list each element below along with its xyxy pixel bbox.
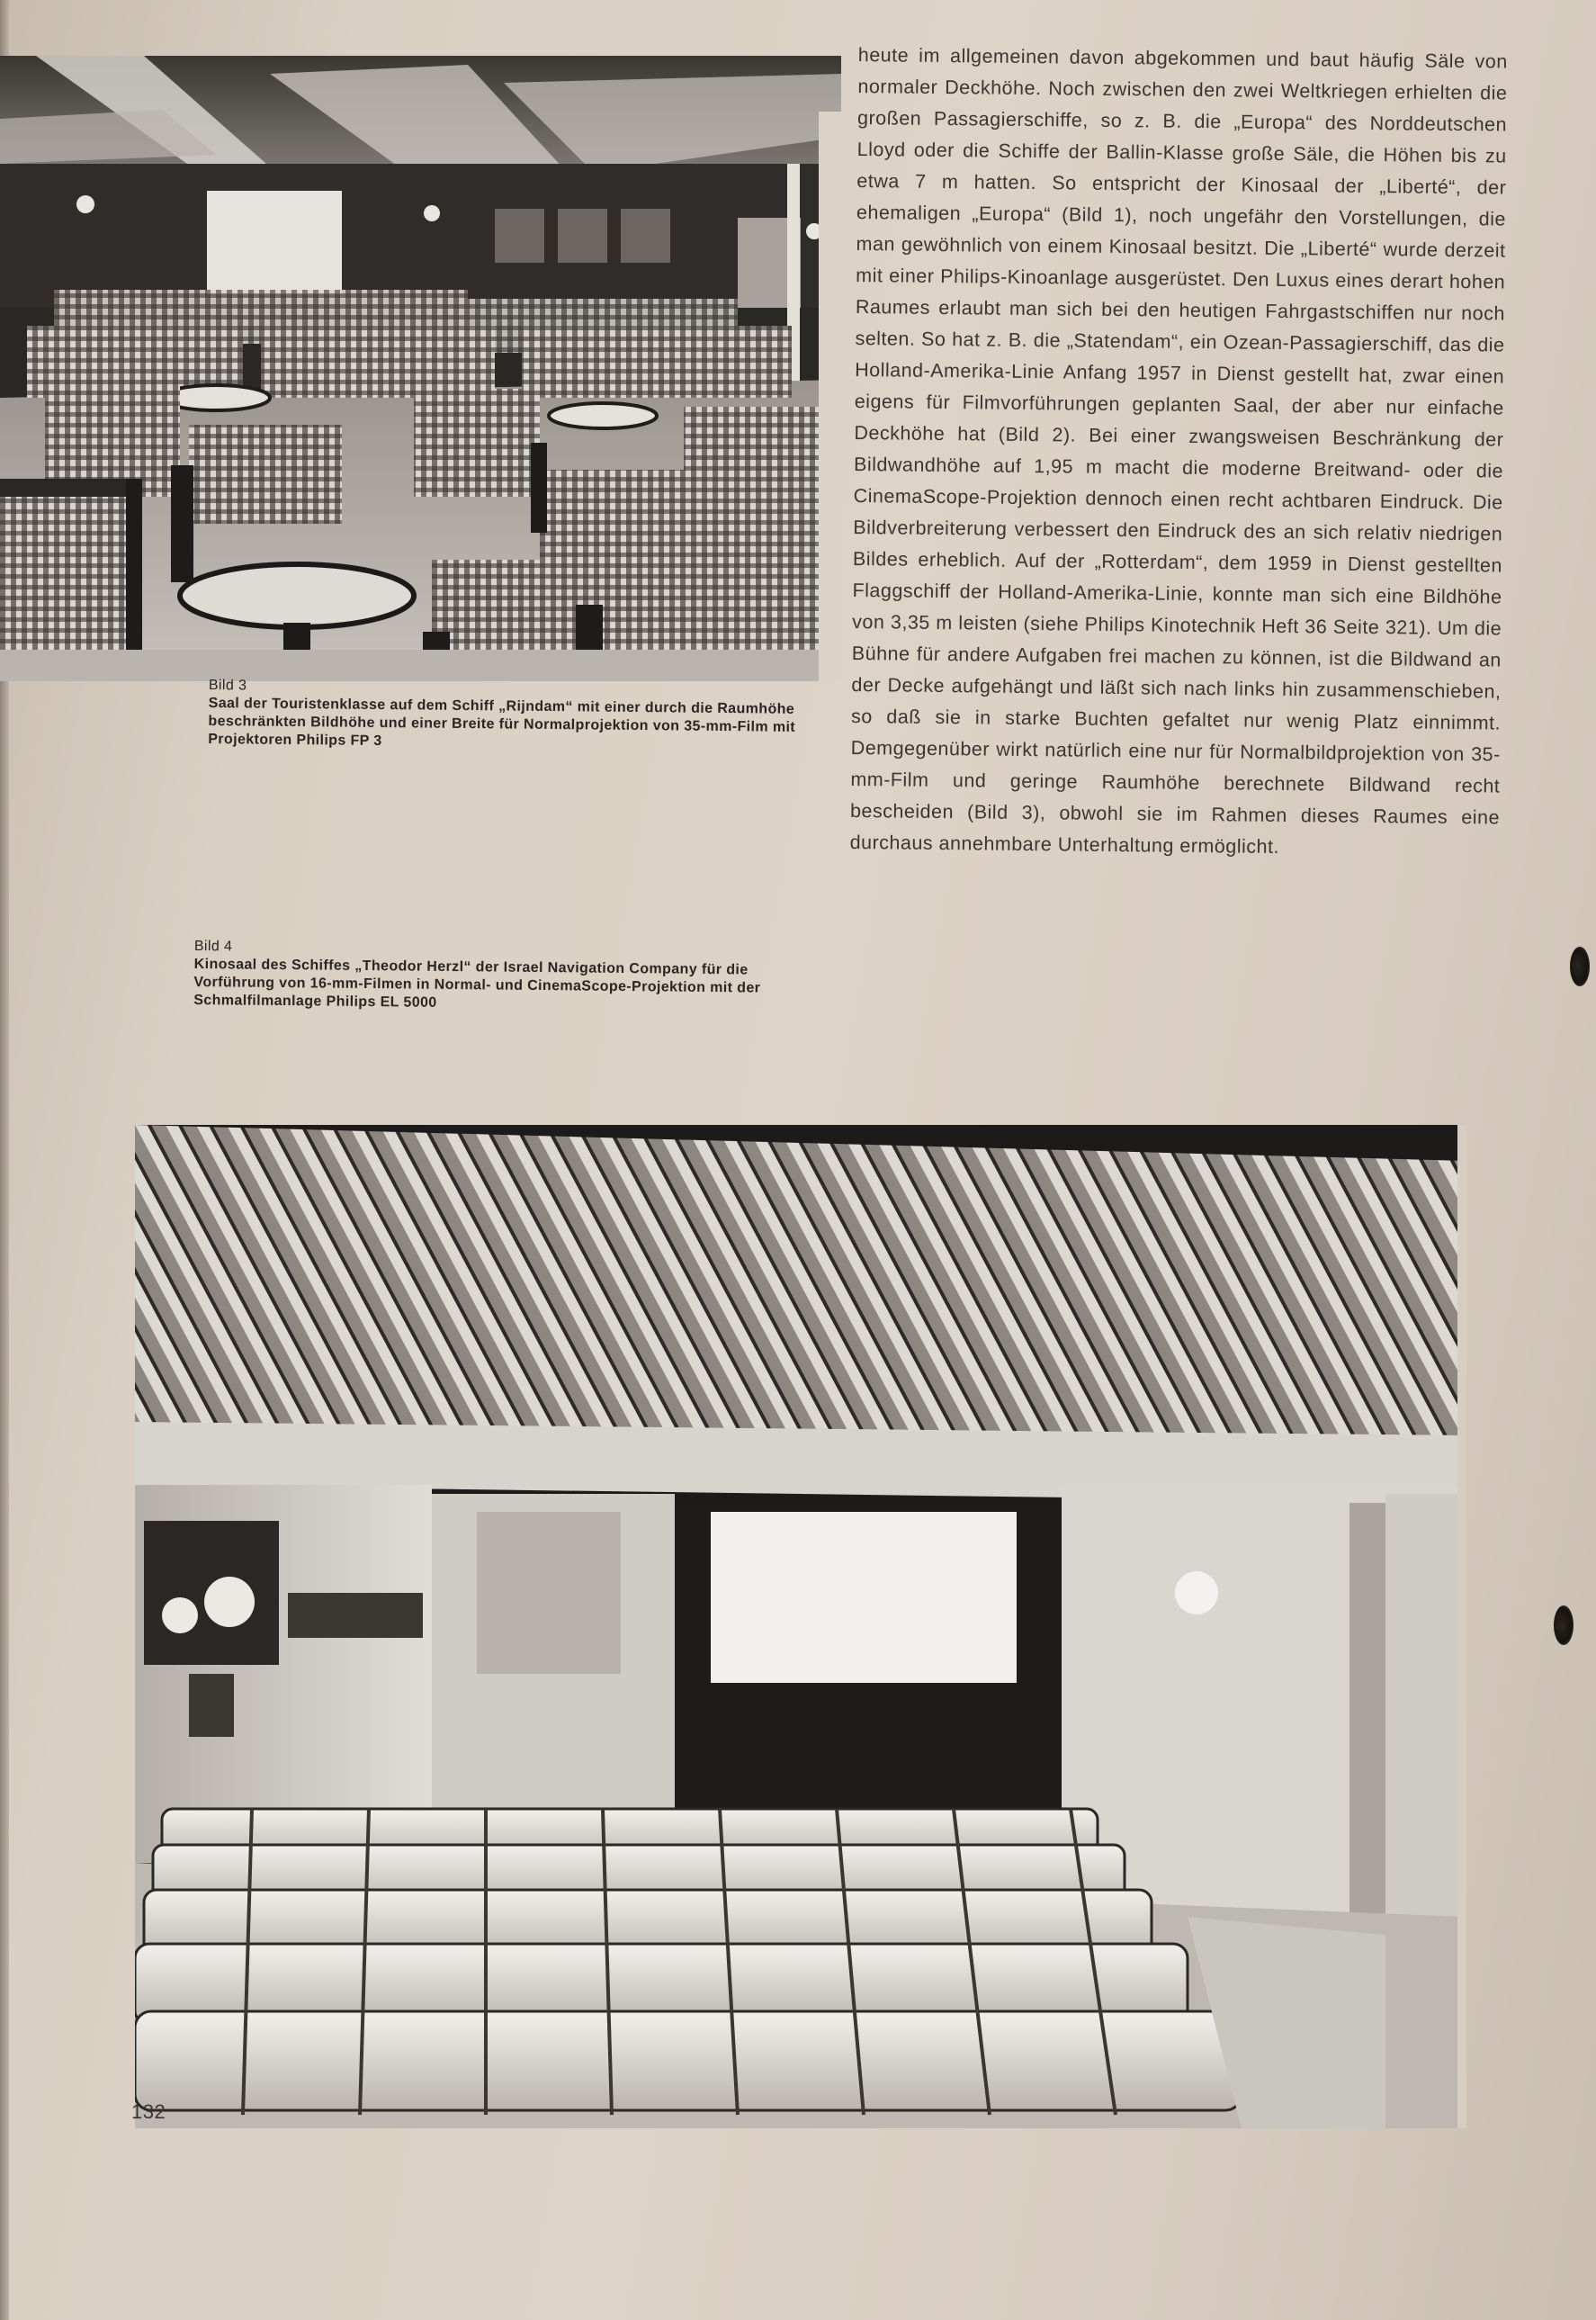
caption-bild-4-text: Kinosaal des Schiffes „Theodor Herzl“ der Israel Navigation Company für die Vorführung von 16-mm-Filmen in Normal- und CinemaScope-Projektion mit der Schmalfilmanlage Philips EL 5000 bbox=[193, 956, 761, 1011]
punch-hole bbox=[1554, 1605, 1574, 1645]
caption-bild-3 bbox=[208, 677, 822, 755]
caption-bild-4 bbox=[193, 938, 806, 1016]
caption-bild-3-text: Saal der Touristenklasse auf dem Schiff „Rijndam“ mit einer durch die Raumhöhe beschränkten Bildhöhe und einer Breite für Normalprojektion von 35-mm-Film mit Projektoren Philips FP 3 bbox=[208, 695, 796, 750]
caption-bild-4-label: Bild 4 bbox=[193, 939, 233, 955]
article-body-column bbox=[849, 40, 1507, 866]
cinema-hall-photo bbox=[135, 1125, 1466, 2128]
lounge-photo bbox=[0, 56, 841, 681]
caption-bild-3-label: Bild 3 bbox=[208, 677, 247, 694]
article-paragraph: heute im allgemeinen davon abgekommen und baut häufig Säle von normaler Deckhöhe. Noch zwischen den zwei Weltkriegen erhielten die großen Passagierschiffe, so z. B. die „Europa“ des Norddeutschen Lloyd oder die Schiffe der Ballin-Klasse große Säle, die Höhen bis zu etwa 7 m hatten. So entspricht der Kinosaal der „Liberté“, der ehemaligen „Europa“ (Bild 1), noch ungefähr den Vorstellungen, die man gewöhnlich von einem Kinosaal besitzt. Die „Liberté“ wurde derzeit mit einer Philips-Kinoanlage ausgerüstet. Den Luxus eines derart hohen Raumes erlaubt man sich bei den heutigen Fahrgastschiffen nur noch selten. So hat z. B. die „Statendam“, ein Ozean-Passagierschiff, das die Holland-Amerika-Linie Anfang 1957 in Dienst gestellt hat, zwar einen eigens für Filmvorführungen geplanten Saal, der aber nur einfache Deckhöhe hat (Bild 2). Bei einer zwangsweisen Beschränkung der Bildwandhöhe auf 1,95 m macht die moderne Breitwand- oder die CinemaScope-Projektion dennoch einen recht achtbaren Eindruck. Die Bildverbreiterung verbessert den Eindruck des an sich relativ niedrigen Bildes erheblich. Auf der „Rotterdam“, dem 1959 in Dienst gestellten Flaggschiff der Holland-Amerika-Linie, konnte man sich eine Bildhöhe von 3,35 m leisten (siehe Philips Kinotechnik Heft 36 Seite 321). Um die Bühne für andere Aufgaben frei machen zu können, ist die Bildwand an der Decke aufgehängt und läßt sich nach links hin zusammenschieben, so daß sie in starke Buchten gefaltet nur wenig Platz einnimmt. Demgegenüber wirkt natürlich eine nur für Normalbildprojektion von 35-mm-Film und geringe Raumhöhe berechnete Bildwand recht bescheiden (Bild 3), obwohl sie im Rahmen dieses Raumes eine durchaus annehmbare Unterhaltung ermöglicht. bbox=[849, 43, 1508, 858]
punch-hole bbox=[1570, 947, 1590, 986]
page-number: 132 bbox=[131, 2100, 166, 2123]
